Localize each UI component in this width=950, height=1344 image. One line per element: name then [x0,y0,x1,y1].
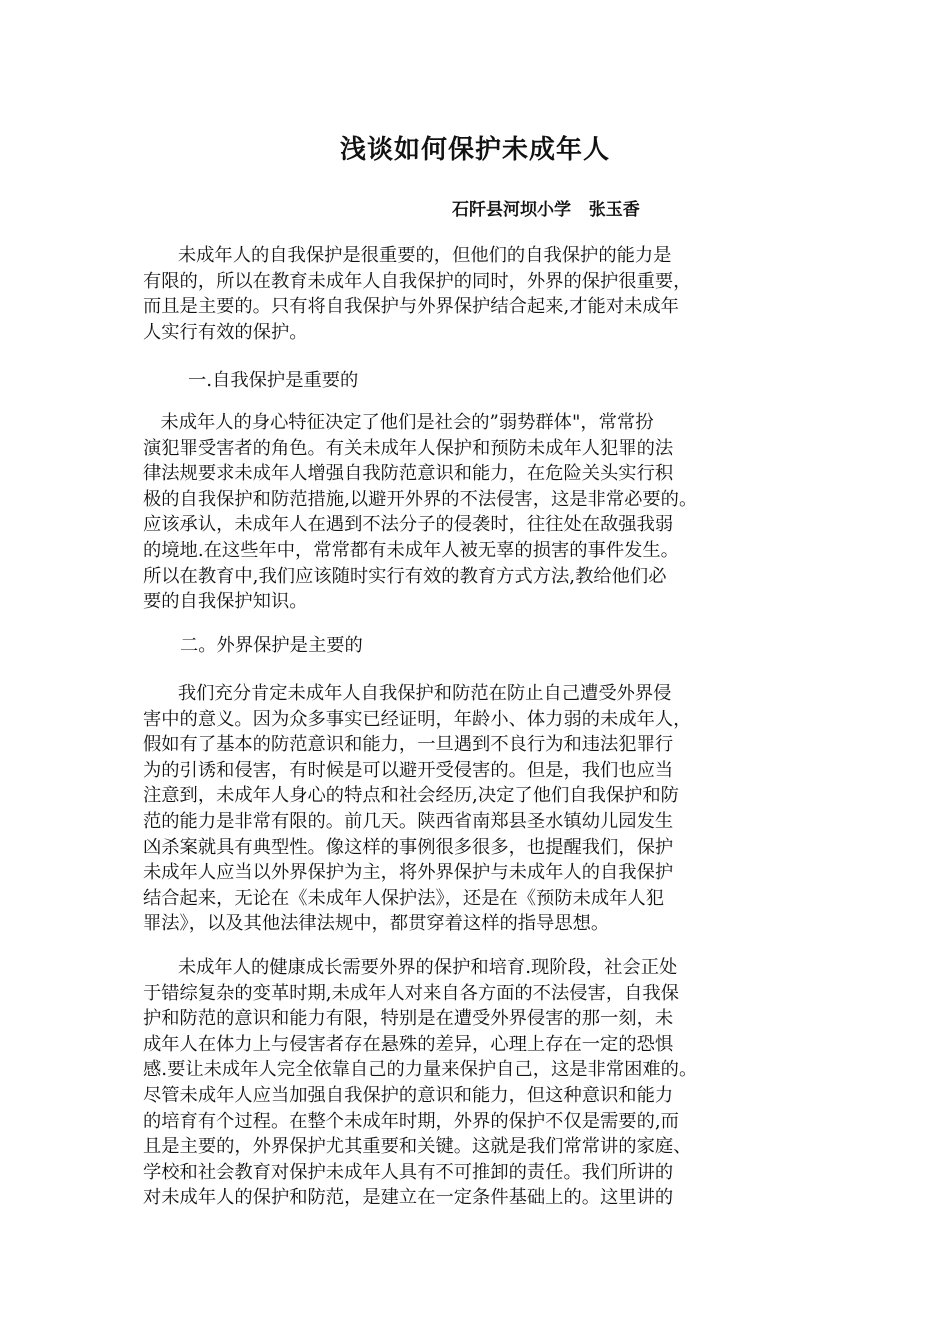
text-line: 尽管未成年人应当加强自我保护的意识和能力，但这种意识和能力 [143,1084,674,1106]
document-title: 浅谈如何保护未成年人 [339,135,610,165]
text-line: 人实行有效的保护。 [143,321,308,343]
text-line: 所以在教育中,我们应该随时实行有效的教育方式方法,教给他们必 [143,565,667,587]
text-line: 成年人在体力上与侵害者存在悬殊的差异，心理上存在一定的恐惧 [143,1033,674,1055]
section-heading-1: 一.自我保护是重要的 [188,370,359,391]
text-line: 害中的意义。因为众多事实已经证明，年龄小、体力弱的未成年人， [143,708,692,730]
text-line: 感.要让未成年人完全依靠自己的力量来保护自己，这是非常困难的。 [143,1059,698,1081]
text-line: 的培育有个过程。在整个未成年时期，外界的保护不仅是需要的,而 [143,1110,679,1132]
text-line: 于错综复杂的变革时期,未成年人对来自各方面的不法侵害，自我保 [143,982,679,1004]
text-line: 未成年人的身心特征决定了他们是社会的”弱势群体"，常常扮 [143,412,654,433]
text-line: 假如有了基本的防范意识和能力，一旦遇到不良行为和违法犯罪行 [143,734,674,756]
paragraph-1 [143,243,823,345]
text-line: 律法规要求未成年人增强自我防范意识和能力，在危险关头实行积 [143,463,674,485]
text-line: 凶杀案就具有典型性。像这样的事例很多很多，也提醒我们，保护 [143,836,674,858]
section-heading-2: 二。外界保护是主要的 [180,635,363,656]
text-line: 结合起来，无论在《未成年人保护法》，还是在《预防未成年人犯 [143,887,665,909]
text-line: 要的自我保护知识。 [143,591,308,613]
text-line: 我们充分肯定未成年人自我保护和防范在防止自己遭受外界侵 [143,683,672,704]
text-line: 学校和社会教育对保护未成年人具有不可推卸的责任。我们所讲的 [143,1161,674,1183]
text-line: 极的自我保护和防范措施,以避开外界的不法侵害，这是非常必要的。 [143,488,698,510]
author-line: 石阡县河坝小学 张玉香 [452,200,640,220]
paragraph-2 [143,410,823,615]
text-line: 的境地.在这些年中，常常都有未成年人被无辜的损害的事件发生。 [143,539,679,561]
text-line: 有限的，所以在教育未成年人自我保护的同时，外界的保护很重要， [143,270,692,292]
text-line: 对未成年人的保护和防范，是建立在一定条件基础上的。这里讲的 [143,1187,674,1209]
text-line: 罪法》，以及其他法律法规中，都贯穿着这样的指导思想。 [143,913,610,935]
text-line: 未成年人应当以外界保护为主，将外界保护与未成年人的自我保护 [143,862,674,884]
text-line: 演犯罪受害者的角色。有关未成年人保护和预防未成年人犯罪的法 [143,437,674,459]
text-line: 未成年人的自我保护是很重要的，但他们的自我保护的能力是 [143,245,672,266]
paragraph-4 [143,955,823,1211]
paragraph-3 [143,681,823,937]
text-line: 范的能力是非常有限的。前几天。陕西省南郑县圣水镇幼儿园发生 [143,810,674,832]
text-line: 注意到，未成年人身心的特点和社会经历,决定了他们自我保护和防 [143,785,679,807]
text-line: 护和防范的意识和能力有限，特别是在遭受外界侵害的那一刻，未 [143,1008,674,1030]
text-line: 未成年人的健康成长需要外界的保护和培育.现阶段，社会正处 [143,957,678,978]
text-line: 而且是主要的。只有将自我保护与外界保护结合起来,才能对未成年 [143,296,679,318]
text-line: 应该承认，未成年人在遇到不法分子的侵袭时，往往处在敌强我弱 [143,514,674,536]
text-line: 且是主要的，外界保护尤其重要和关键。这就是我们常常讲的家庭、 [143,1136,692,1158]
text-line: 为的引诱和侵害，有时候是可以避开受侵害的。但是，我们也应当 [143,759,674,781]
